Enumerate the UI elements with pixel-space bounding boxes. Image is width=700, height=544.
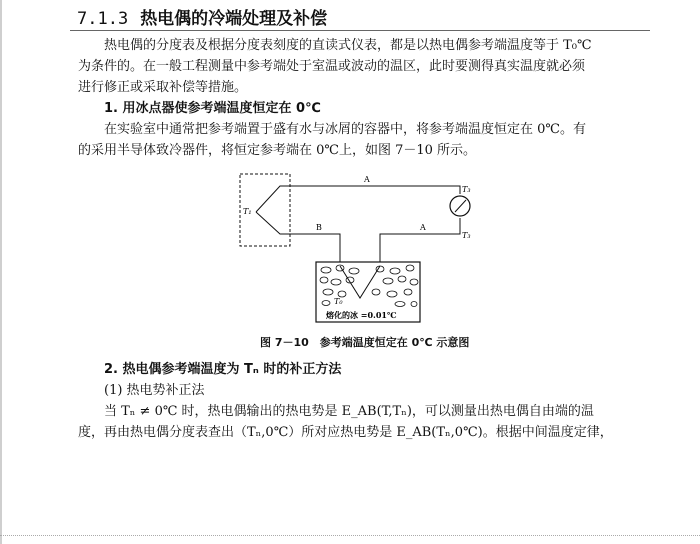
heading-compensation: 2. 热电偶参考端温度为 Tₙ 时的补正方法 xyxy=(104,362,342,377)
label-wire-A-right: A xyxy=(420,223,426,232)
label-T1: T₁ xyxy=(243,207,252,216)
section-heading xyxy=(77,4,327,29)
section-title: 热电偶的冷端处理及补偿 xyxy=(140,9,328,29)
label-T0: T₀ xyxy=(334,297,343,306)
para3-line2: 度，再由热电偶分度表查出（Tₙ,0℃）所对应热电势是 E_AB(Tₙ,0℃)。根据中间温度定律， xyxy=(78,425,613,440)
para1-line1: 热电偶的分度表及根据分度表刻度的直读式仪表，都是以热电偶参考端温度等于 T₀℃ xyxy=(104,38,592,53)
para2-line1: 在实验室中通常把参考端置于盛有水与冰屑的容器中，将参考端温度恒定在 0℃。有 xyxy=(104,122,586,137)
label-wire-B: B xyxy=(316,223,322,232)
para1-line2: 为条件的。在一般工程测量中参考端处于室温或波动的温区，此时要测得真实温度就必须 xyxy=(78,59,586,74)
figure-7-10 xyxy=(230,166,490,326)
wire-A-top xyxy=(256,186,460,212)
sub-heading-emf: (1) 热电势补正法 xyxy=(104,383,205,398)
section-number: 7.1.3 xyxy=(77,9,129,29)
label-T3-bottom: T₃ xyxy=(462,231,471,240)
heading-ice-point: 1. 用冰点器使参考端温度恒定在 0℃ xyxy=(104,101,321,116)
para3-line1: 当 Tₙ ≠ 0℃ 时，热电偶输出的热电势是 E_AB(T,Tₙ)，可以测量出热电偶自由端的温 xyxy=(104,404,594,419)
wire-B xyxy=(256,212,340,266)
label-wire-A-top: A xyxy=(364,175,370,184)
page-bottom-edge xyxy=(0,535,700,538)
para1-line3: 进行修正或采取补偿等措施。 xyxy=(78,80,248,95)
ice-label: 熔化的冰 =0.01℃ xyxy=(326,310,397,320)
page-left-edge xyxy=(0,0,2,544)
para2-line2: 的采用半导体致冷器件，将恒定参考端在 0℃上，如图 7－10 所示。 xyxy=(78,143,477,158)
label-T3-top: T₃ xyxy=(462,185,471,194)
figure-caption: 图 7－10 参考端温度恒定在 0℃ 示意图 xyxy=(260,336,470,349)
title-underline xyxy=(70,30,650,31)
